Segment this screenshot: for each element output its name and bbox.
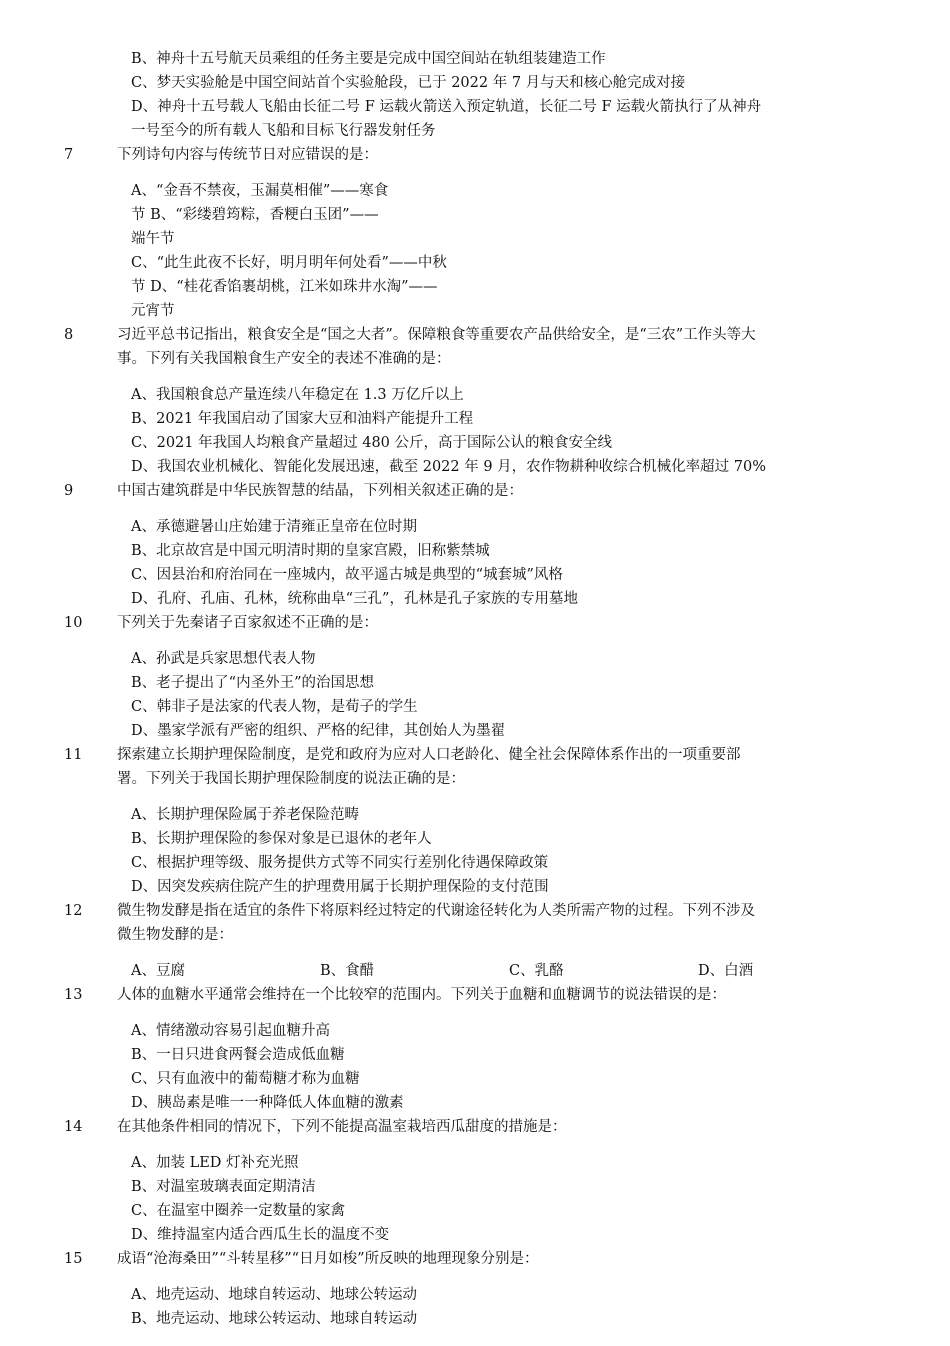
q13-option-a: A、情绪激动容易引起血糖升高 (131, 1023, 330, 1039)
q12-stem-line2: 微生物发酵的是： (117, 927, 233, 943)
q12-option-a: A、豆腐 (131, 963, 185, 979)
q10-option-d: D、墨家学派有严密的组织、严格的纪律，其创始人为墨翟 (131, 723, 506, 739)
q11-option-a: A、长期护理保险属于养老保险范畴 (131, 807, 359, 823)
q7-option-d-cont: 元宵节 (131, 303, 175, 319)
q7-option-c: C、“此生此夜不长好，明月明年何处看”——中秋 (131, 255, 447, 271)
q8-option-d: D、我国农业机械化、智能化发展迅速，截至 2022 年 9 月，农作物耕种收综合机械化率超过 70% (131, 459, 767, 475)
q12-option-b: B、食醋 (320, 963, 375, 979)
q12-option-d: D、白酒 (698, 963, 754, 979)
q13-option-d: D、胰岛素是唯一一种降低人体血糖的激素 (131, 1095, 404, 1111)
q7-option-b-cont: 端午节 (131, 231, 175, 247)
q13-number: 13 (64, 987, 83, 1003)
q7-number: 7 (64, 147, 74, 163)
q11-option-b: B、长期护理保险的参保对象是已退休的老年人 (131, 831, 432, 847)
q9-option-a: A、承德避暑山庄始建于清雍正皇帝在位时期 (131, 519, 417, 535)
q11-stem-line1: 探索建立长期护理保险制度，是党和政府为应对人口老龄化、健全社会保障体系作出的一项重要部 (117, 747, 741, 763)
q9-stem: 中国古建筑群是中华民族智慧的结晶，下列相关叙述正确的是： (117, 483, 523, 499)
q11-stem-line2: 署。下列关于我国长期护理保险制度的说法正确的是： (117, 771, 465, 787)
q14-stem: 在其他条件相同的情况下，下列不能提高温室栽培西瓜甜度的措施是： (117, 1119, 567, 1135)
q10-number: 10 (64, 615, 83, 631)
q8-stem-line1: 习近平总书记指出，粮食安全是“国之大者”。保障粮食等重要农产品供给安全，是“三农”工作头等大 (117, 327, 756, 343)
q7-option-b: 节 B、“彩缕碧筠粽，香粳白玉团”—— (131, 207, 379, 223)
q14-option-a: A、加装 LED 灯补充光照 (131, 1155, 299, 1171)
q9-option-b: B、北京故宫是中国元明清时期的皇家宫殿，旧称紫禁城 (131, 543, 490, 559)
q8-option-a: A、我国粮食总产量连续八年稳定在 1.3 万亿斤以上 (131, 387, 464, 403)
q10-stem: 下列关于先秦诸子百家叙述不正确的是： (117, 615, 378, 631)
q14-option-b: B、对温室玻璃表面定期清洁 (131, 1179, 316, 1195)
q7-stem: 下列诗句内容与传统节日对应错误的是： (117, 147, 378, 163)
q9-option-d: D、孔府、孔庙、孔林，统称曲阜“三孔”，孔林是孔子家族的专用墓地 (131, 591, 578, 607)
q15-option-a: A、地壳运动、地球自转运动、地球公转运动 (131, 1287, 417, 1303)
q14-option-c: C、在温室中圈养一定数量的家禽 (131, 1203, 346, 1219)
q9-option-c: C、因县治和府治同在一座城内，故平遥古城是典型的“城套城”风格 (131, 567, 563, 583)
q12-number: 12 (64, 903, 83, 919)
q14-option-d: D、维持温室内适合西瓜生长的温度不变 (131, 1227, 390, 1243)
q8-number: 8 (64, 327, 74, 343)
q10-option-c: C、韩非子是法家的代表人物，是荀子的学生 (131, 699, 418, 715)
q15-number: 15 (64, 1251, 83, 1267)
q13-option-b: B、一日只进食两餐会造成低血糖 (131, 1047, 345, 1063)
q8-option-b: B、2021 年我国启动了国家大豆和油料产能提升工程 (131, 411, 474, 427)
q8-stem-line2: 事。下列有关我国粮食生产安全的表述不准确的是： (117, 351, 451, 367)
q6-option-b: B、神舟十五号航天员乘组的任务主要是完成中国空间站在轨组装建造工作 (131, 51, 606, 67)
q13-stem: 人体的血糖水平通常会维持在一个比较窄的范围内。下列关于血糖和血糖调节的说法错误的是： (117, 987, 726, 1003)
q11-option-c: C、根据护理等级、服务提供方式等不同实行差别化待遇保障政策 (131, 855, 549, 871)
q13-option-c: C、只有血液中的葡萄糖才称为血糖 (131, 1071, 360, 1087)
q10-option-a: A、孙武是兵家思想代表人物 (131, 651, 316, 667)
q14-number: 14 (64, 1119, 83, 1135)
q12-stem-line1: 微生物发酵是指在适宜的条件下将原料经过特定的代谢途径转化为人类所需产物的过程。下列不涉及 (117, 903, 755, 919)
q7-option-a: A、“金吾不禁夜，玉漏莫相催”——寒食 (131, 183, 389, 199)
q9-number: 9 (64, 483, 74, 499)
q6-option-d: D、神舟十五号载人飞船由长征二号 F 运载火箭送入预定轨道，长征二号 F 运载火箭执行了从神舟 (131, 99, 762, 115)
q6-option-d-cont: 一号至今的所有载人飞船和目标飞行器发射任务 (131, 123, 436, 139)
q15-stem: 成语“沧海桑田”“斗转星移”“日月如梭”所反映的地理现象分别是： (117, 1251, 539, 1267)
q12-option-c: C、乳酪 (509, 963, 564, 979)
q11-option-d: D、因突发疾病住院产生的护理费用属于长期护理保险的支付范围 (131, 879, 549, 895)
q10-option-b: B、老子提出了“内圣外王”的治国思想 (131, 675, 374, 691)
q6-option-c: C、梦天实验舱是中国空间站首个实验舱段，已于 2022 年 7 月与天和核心舱完成对接 (131, 75, 686, 91)
q15-option-b: B、地壳运动、地球公转运动、地球自转运动 (131, 1311, 418, 1327)
q11-number: 11 (64, 747, 83, 763)
q7-option-d: 节 D、“桂花香馅裹胡桃，江米如珠井水淘”—— (131, 279, 438, 295)
q8-option-c: C、2021 年我国人均粮食产量超过 480 公斤，高于国际公认的粮食安全线 (131, 435, 612, 451)
